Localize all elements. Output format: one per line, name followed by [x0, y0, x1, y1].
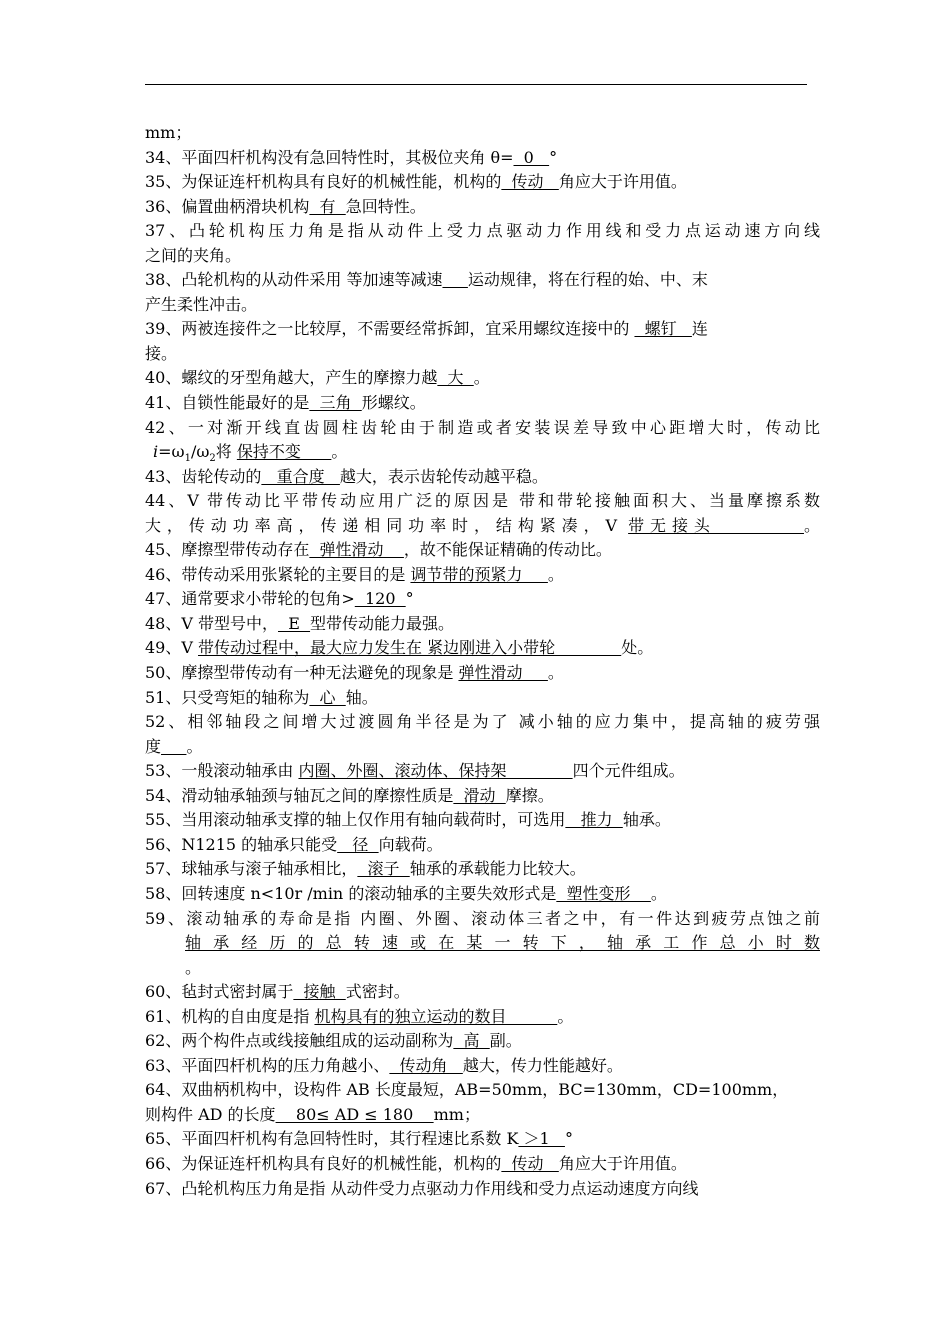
- answer-blank: 内圈、外圈、滚动体、保持架: [298, 761, 573, 781]
- text-line: mm；: [145, 123, 192, 142]
- text-line: 41、自锁性能最好的是 三角 形螺纹。: [145, 393, 426, 413]
- answer-blank: 塑性变形: [556, 883, 651, 903]
- answer-blank: 重合度: [261, 466, 340, 486]
- text-line: 58、回转速度 n<10r /min 的滚动轴承的主要失效形式是 塑性变形 。: [145, 883, 667, 903]
- answer-blank: ＞1: [518, 1129, 565, 1149]
- text-line: 48、V 带型号中， E 型带传动能力最强。: [145, 613, 455, 633]
- text-line: 之间的夹角。: [145, 245, 242, 265]
- text-line: 56、N1215 的轴承只能受 径 向载荷。: [145, 834, 443, 854]
- text-line: 50、摩擦型带传动有一种无法避免的现象是 弹性滑动 。: [145, 663, 564, 683]
- answer-blank: [161, 737, 186, 756]
- text-line: 45、摩擦型带传动存在 弹性滑动 ，故不能保证精确的传动比。: [145, 540, 612, 560]
- answer-blank: 螺钉: [634, 319, 692, 339]
- text-line: 61、机构的自由度是指 机构具有的独立运动的数目 。: [145, 1006, 574, 1026]
- answer-blank: 传动角: [389, 1055, 463, 1075]
- question-list: [145, 121, 820, 1201]
- answer-blank: 滚子: [357, 859, 410, 879]
- text-line: 38、凸轮机构的从动件采用 等加速等减速 运动规律，将在行程的始、中、末: [145, 270, 708, 290]
- text-line: 51、只受弯矩的轴称为 心 轴。: [145, 687, 378, 707]
- text-line: 59、滚动轴承的寿命是指 内圈、外圈、滚动体三者之中，有一件达到疲劳点蚀之前: [145, 908, 820, 928]
- text-line: 则构件 AD 的长度 80≤ AD ≤ 180 mm；: [145, 1104, 480, 1124]
- answer-blank: 大: [437, 368, 474, 388]
- answer-blank: 带传动过程中，最大应力发生在 紧边刚进入小带轮: [198, 638, 622, 658]
- answer-blank: 弹性滑动: [458, 663, 548, 683]
- text-line: 54、滑动轴承轴颈与轴瓦之间的摩擦性质是 滑动 摩擦。: [145, 785, 554, 805]
- text-line: 47、通常要求小带轮的包角> 120 °: [145, 589, 414, 609]
- answer-blank: 传动: [501, 1153, 559, 1173]
- answer-blank: 滑动: [453, 785, 506, 805]
- answer-blank: 三角: [309, 393, 362, 413]
- text-line: 46、带传动采用张紧轮的主要目的是 调节带的预紧力 。: [145, 564, 564, 584]
- text-line: 44、V 带传动比平带传动应用广泛的原因是 带和带轮接触面积大、当量摩擦系数: [145, 491, 820, 511]
- text-line: 34、平面四杆机构没有急回特性时，其极位夹角 θ= 0 °: [145, 147, 558, 167]
- text-line: 66、为保证连杆机构具有良好的机械性能，机构的 传动 角应大于许用值。: [145, 1153, 687, 1173]
- answer-blank: 机构具有的独立运动的数目: [314, 1006, 558, 1026]
- answer-blank: 120: [354, 589, 406, 609]
- text-line: 35、为保证连杆机构具有良好的机械性能，机构的 传动 角应大于许用值。: [145, 172, 687, 192]
- text-line: 64、双曲柄机构中，设构件 AB 长度最短，AB=50mm，BC=130mm，CD=100mm，: [145, 1080, 789, 1100]
- answer-blank: 0: [513, 147, 550, 167]
- text-line: 40、螺纹的牙型角越大，产生的摩擦力越 大 。: [145, 368, 490, 388]
- answer-blank: 保持不变: [236, 442, 332, 462]
- answer-blank: 有: [309, 196, 346, 216]
- answer-blank: 弹性滑动: [309, 540, 404, 560]
- answer-blank: 推力: [565, 810, 623, 830]
- text-line: 产生柔性冲击。: [145, 294, 258, 314]
- answer-blank: 接触: [293, 982, 346, 1002]
- text-line: 57、球轴承与滚子轴承相比， 滚子 轴承的承载能力比较大。: [145, 859, 586, 879]
- answer-blank: 高: [453, 1031, 490, 1051]
- header-rule: [145, 84, 807, 85]
- text-line: 52、相邻轴段之间增大过渡圆角半径是为了 减小轴的应力集中，提高轴的疲劳强: [145, 712, 820, 732]
- answer-blank: 径: [337, 834, 379, 854]
- text-line: 轴承经历的总转速或在某一转下，轴承工作总小时数: [185, 933, 820, 953]
- text-line: 53、一般滚动轴承由 内圈、外圈、滚动体、保持架 四个元件组成。: [145, 761, 685, 781]
- answer-blank: 80≤ AD ≤ 180: [275, 1104, 434, 1124]
- text-line: 67、凸轮机构压力角是指 从动件受力点驱动力作用线和受力点运动速度方向线: [145, 1178, 699, 1198]
- text-line: $i=\omega_1/\omega_2$将 保持不变 。: [153, 442, 348, 465]
- text-line: 60、毡封式密封属于 接触 式密封。: [145, 982, 410, 1002]
- answer-blank: E: [278, 613, 311, 633]
- text-line: 。: [185, 957, 202, 977]
- text-line: 度 。: [145, 736, 203, 756]
- text-line: 36、偏置曲柄滑块机构 有 急回特性。: [145, 196, 426, 216]
- text-line: 39、两被连接件之一比较厚，不需要经常拆卸，宜采用螺纹连接中的 螺钉 连: [145, 319, 708, 339]
- text-line: 大，传动功率高，传递相同功率时，结构紧凑，V 带无接头 。: [145, 515, 820, 535]
- answer-blank: [442, 270, 467, 289]
- text-line: 62、两个构件点或线接触组成的运动副称为 高 副。: [145, 1031, 522, 1051]
- answer-blank: 传动: [501, 172, 559, 192]
- text-line: 接。: [145, 343, 178, 363]
- answer-blank: 带无接头: [628, 515, 804, 535]
- text-line: 43、齿轮传动的 重合度 越大，表示齿轮传动越平稳。: [145, 466, 548, 486]
- answer-blank: 调节带的预紧力: [410, 564, 548, 584]
- text-line: 42、一对渐开线直齿圆柱齿轮由于制造或者安装误差导致中心距增大时，传动比: [145, 417, 820, 437]
- text-line: 65、平面四杆机构有急回特性时，其行程速比系数 K ＞1 °: [145, 1129, 573, 1149]
- text-line: 49、V 带传动过程中，最大应力发生在 紧边刚进入小带轮 处。: [145, 638, 654, 658]
- answer-blank: 心: [309, 687, 346, 707]
- text-line: 37、凸轮机构压力角是指从动件上受力点驱动力作用线和受力点运动速方向线: [145, 221, 820, 241]
- text-line: 63、平面四杆机构的压力角越小、 传动角 越大，传力性能越好。: [145, 1055, 623, 1075]
- text-line: 55、当用滚动轴承支撑的轴上仅作用有轴向载荷时，可选用 推力 轴承。: [145, 810, 671, 830]
